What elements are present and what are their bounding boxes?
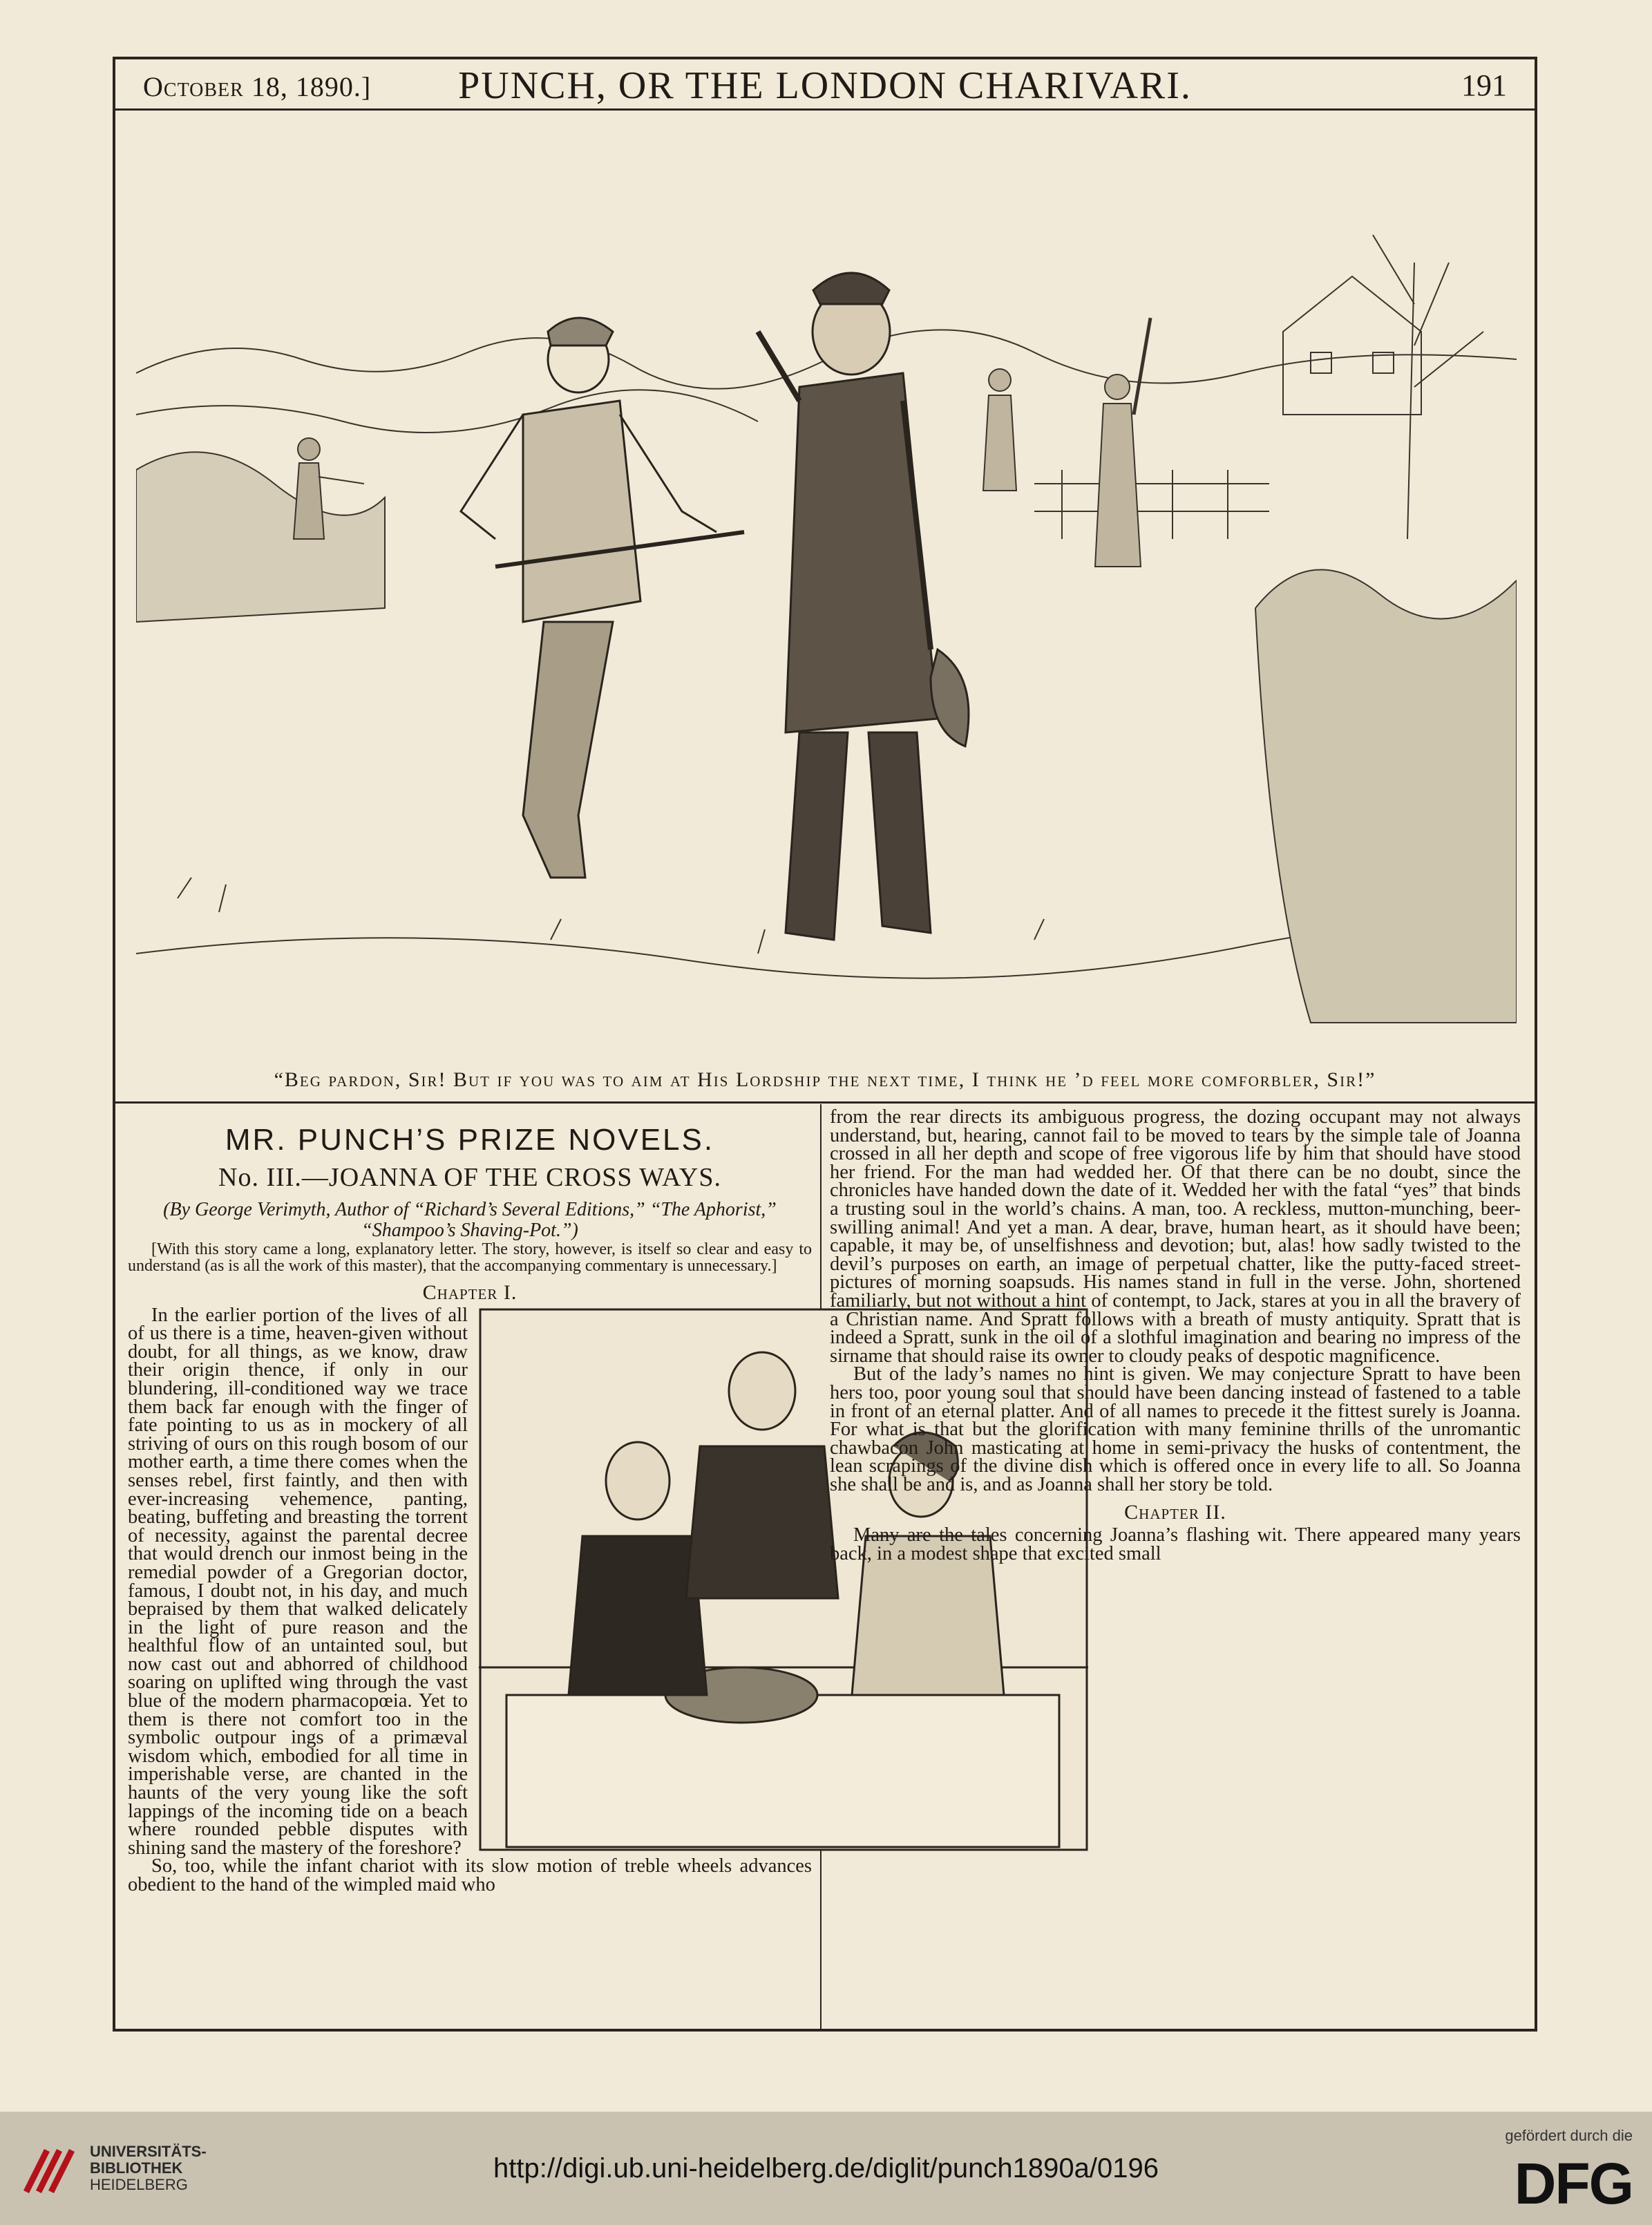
column-left bbox=[128, 1117, 812, 1895]
article-number: No. III.—JOANNA OF THE CROSS WAYS. bbox=[218, 1163, 721, 1192]
permalink-url[interactable]: http://digi.ub.uni-heidelberg.de/diglit/punch1890a/0196 bbox=[493, 2153, 1159, 2184]
article-byline: (By George Verimyth, Author of “Richard’s Several Editions,” “The Aphorist,” “Shampoo’s Shaving-Pot.”) bbox=[163, 1199, 777, 1241]
digitization-footer bbox=[0, 2112, 1652, 2225]
section-rule bbox=[115, 1101, 1535, 1104]
magazine-title: PUNCH, OR THE LONDON CHARIVARI. bbox=[458, 64, 1192, 107]
column2-paragraph2: But of the lady’s names no hint is given. We may conjecture Spratt to have been hers too, poor young soul that should have been dancing instead of fastened to a table in front of an eternal platter. And of all names to precede it the fittest surely is Joanna. For what is that but the glorification with many feminine thrills of the unromantic chawbacon John masticating at home in semi-privacy the husks of contentment, the lean scrapings of the divine dish which is offered once in every life to all. So Joanna she shall be and is, and as Joanna shall her story be told. bbox=[830, 1363, 1521, 1495]
library-name-line2: BIBLIOTHEK bbox=[90, 2159, 183, 2177]
chapter-heading-2: Chapter II. bbox=[1124, 1501, 1226, 1524]
page-number: 191 bbox=[1461, 68, 1507, 102]
funding-text: gefördert durch die bbox=[1505, 2127, 1633, 2144]
column2-paragraph1: from the rear directs its ambiguous progress, the dozing occupant may not always understand, but, hearing, cannot fail to be moved to tears by the simple tale of Joanna crossed in all her depth and scope of free vigorous life by him that should have stood her friend. For the man had wedded her. Of that there can be no doubt, since the chronicles have handed down the date of it. Wedded her with the fatal “yes” that binds a trusting soul in the world’s chains. A man, too. A reckless, mutton-munching, beer-swilling animal! And yet a man. A dear, brave, human heart, as it should have been; capable, it may be, of unselfishness and devotion; but, alas! how sadly twisted to the devil’s purposes on earth, an image of perpetual chatter, like the putty-faced street-pictures of morning soapsuds. His names stand in full in the verse. John, shortened familiarly, but not without a hint of contempt, to Jack, stares at you in all the bravery of a Christian name. And Spratt follows with a breath of musty antiquity. Spratt that is indeed a Spratt, sunk in the oil of a slothful imagination and bearing no impress of the sirname that should raise its owner to cloudy peaks of despotic magnificence. bbox=[830, 1106, 1521, 1367]
dfg-logo: DFG bbox=[1514, 2151, 1633, 2216]
article-title: MR. PUNCH’S PRIZE NOVELS. bbox=[225, 1123, 715, 1157]
chapter1-paragraph1: In the earlier portion of the lives of all of us there is a time, heaven-given without doubt, for all things, as we know, draw their origin thence, if only in our blundering, ill-conditioned way we trace them back far enough with the finger of fate pointing to us as in mockery of all striving of ours on this rough bosom of our mother earth, a time there comes when the senses rebel, first faintly, and then with ever-increasing vehemence, panting, beating, buffeting and breasting the torrent of necessity, against the parental decree that would drench our inmost being in the remedial powder of a Gregorian doctor, famous, I doubt not, in his day, and much bepraised by them that walked delicately in the light of pure reason and the healthful flow of an untainted soul, but now cast out and abhorred of childhood soaring on uplifted wing through the vast blue of the modern pharmacopœia. Yet to them is there not comfort too in the symbolic outpour ings of a primæval wisdom which, embodied for all time in imperishable verse, are chanted in the haunts of the very young like the soft lappings of the incoming tide on a beach where rounded pebble disputes with shining sand the mastery of the foreshore? bbox=[128, 1304, 468, 1859]
page-frame bbox=[113, 57, 1537, 2032]
chapter2-paragraph1: Many are the tales concerning Joanna’s flashing wit. There appeared many years back, in a modest shape that excited small bbox=[830, 1524, 1521, 1564]
library-name-line1: UNIVERSITÄTS- bbox=[90, 2143, 207, 2160]
chapter1-paragraph2: So, too, while the infant chariot with its slow motion of treble wheels advances obedient to the hand of the wimpled maid who bbox=[128, 1855, 812, 1895]
column-right bbox=[830, 1108, 1521, 1563]
editor-note: [With this story came a long, explanatory letter. The story, however, is itself so clear and easy to understand (as is all the work of this master), that the accompanying commentary is unnecessary.] bbox=[128, 1240, 812, 1275]
cartoon-caption: “Beg pardon, Sir! But if you was to aim at His Lordship the next time, I think he ’d feel more comforbler, Sir!” bbox=[274, 1068, 1376, 1091]
library-name-line3: HEIDELBERG bbox=[90, 2176, 188, 2193]
chapter-heading-1: Chapter I. bbox=[422, 1281, 518, 1304]
running-head bbox=[115, 59, 1535, 111]
cartoon-illustration bbox=[136, 124, 1517, 1034]
issue-date: October 18, 1890.] bbox=[143, 71, 372, 102]
